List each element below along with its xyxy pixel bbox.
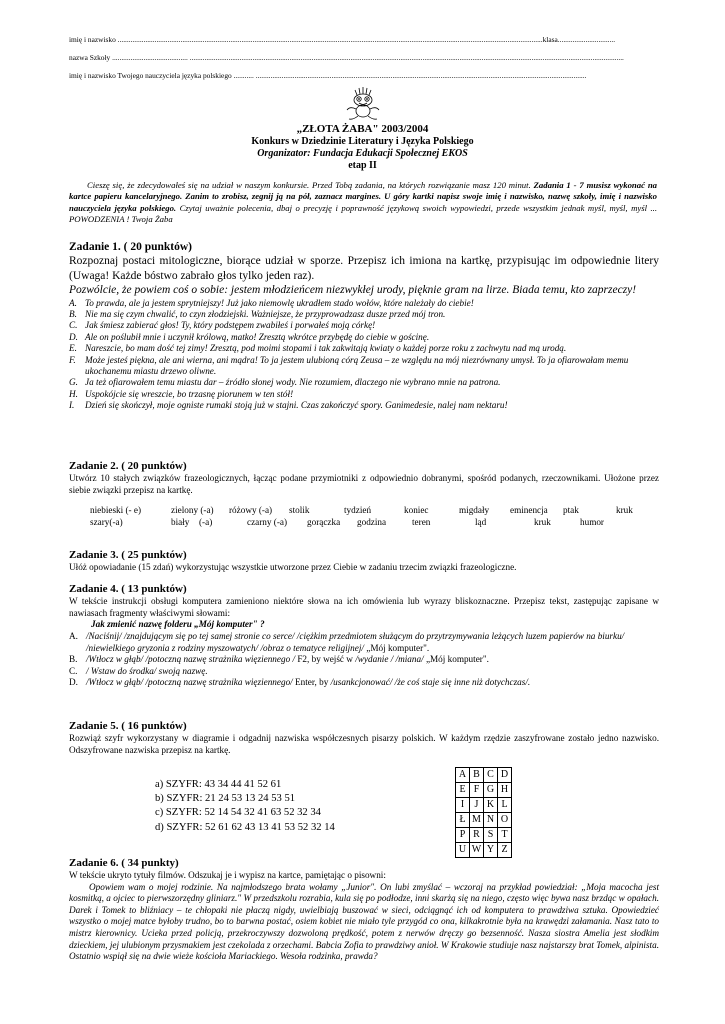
- task-6: [69, 857, 659, 963]
- word-item: szary(-a): [90, 517, 123, 528]
- option-text: Nie ma się czym chwalić, to czyn złodziejski. Ważniejsze, że przyprowadzasz dusze przed mój tron.: [85, 308, 446, 319]
- option-text: To prawda, ale ja jestem sprytniejszy! Już jako niemowlę ukradłem stado wołów, które należały do ciebie!: [85, 297, 474, 308]
- task-3: [69, 549, 659, 574]
- grid-cell: D: [498, 768, 512, 783]
- grid-cell: M: [470, 813, 484, 828]
- word-item: różowy (-a): [229, 505, 273, 516]
- option-text: Ja też ofiarowałem temu miastu dar – źródło słonej wody. Nie rozumiem, dlaczego nie wybrano mnie na patrona.: [85, 377, 501, 388]
- contest-subtitle: Konkurs w Dziedzinie Literatury i Języka Polskiego: [251, 136, 474, 147]
- task-4-option: [69, 631, 659, 654]
- teacher-name-line[interactable]: imię i nazwisko Twojego nauczyciela języka polskiego ........... ...................................................................................................................................................................................: [69, 71, 587, 80]
- word-item: humor: [580, 517, 604, 528]
- task-4-option: [69, 677, 659, 689]
- grid-cell: B: [470, 768, 484, 783]
- grid-cell: P: [456, 828, 470, 843]
- task-4-heading: Zadanie 4. ( 13 punktów): [69, 583, 187, 595]
- task-1-option: [69, 309, 659, 320]
- task-2-instruction: Utwórz 10 stałych związków frazeologicznych, łącząc podane przymiotniki z odpowiednio dobranymi, spośród podanych, rzeczownikami. Ułożone przez siebie związki przepisz na kartkę.: [69, 473, 659, 495]
- grid-row: [456, 828, 512, 843]
- task-4-option: [69, 666, 659, 678]
- task-5: [69, 720, 659, 756]
- cipher-list: [155, 778, 335, 835]
- word-item: niebieski (- e): [90, 505, 142, 516]
- student-name-line[interactable]: imię i nazwisko ......................................................................................................................................................................................................................................klasa...............................: [69, 35, 616, 44]
- grid-row: [456, 783, 512, 798]
- task-3-heading: Zadanie 3. ( 25 punktów): [69, 549, 187, 561]
- contest-title: „ZŁOTA ŻABA" 2003/2004: [296, 123, 429, 135]
- task-1-option: [69, 320, 659, 331]
- option-letter: A.: [69, 297, 77, 308]
- grid-cell: J: [470, 798, 484, 813]
- word-item: kruk: [616, 505, 633, 516]
- task-2-heading: Zadanie 2. ( 20 punktów): [69, 460, 187, 472]
- option-letter: B.: [69, 308, 77, 319]
- grid-cell: Y: [484, 843, 498, 858]
- word-item: koniec: [404, 505, 429, 516]
- task-5-heading: Zadanie 5. ( 16 punktów): [69, 720, 187, 732]
- cipher-line: d) SZYFR: 52 61 62 43 13 41 53 52 32 14: [155, 821, 335, 833]
- grid-cell: G: [484, 783, 498, 798]
- grid-cell: S: [484, 828, 498, 843]
- grid-cell: F: [470, 783, 484, 798]
- contest-stage: etap II: [348, 160, 377, 171]
- task-1-option: [69, 389, 659, 400]
- task-1-quote: Pozwólcie, że powiem coś o sobie: jestem młodzieńcem niezwykłej urody, pięknie gram na lirze. Biada temu, kto zaprzeczy!: [69, 284, 637, 296]
- task-1-options: [69, 298, 659, 412]
- grid-row: [456, 843, 512, 858]
- word-item: zielony (-a): [171, 505, 214, 516]
- option-letter: D.: [69, 331, 78, 342]
- grid-cell: N: [484, 813, 498, 828]
- option-letter: C.: [69, 665, 78, 676]
- option-letter: C.: [69, 320, 78, 331]
- option-text: Ale on poślubił mnie i uczynił królową, matko! Zresztą wkrótce przybędę do ciebie w gościnę.: [85, 331, 430, 342]
- word-item: biały: [171, 517, 190, 528]
- task-5-instruction: Rozwiąż szyfr wykorzystany w diagramie i odgadnij nazwiska współczesnych pisarzy polskich. W każdym rzędzie zaszyfrowane zostało jedno nazwisko. Odszyfrowane nazwiska przepisz na kartkę.: [69, 733, 659, 755]
- cipher-line: c) SZYFR: 52 14 54 32 41 63 52 32 34: [155, 807, 321, 819]
- task-1-instruction: Rozpoznaj postaci mitologiczne, biorące udział w sporze. Przepisz ich imiona na kartkę, przypisując im odpowiednie litery (Uwaga! Każde bóstwo zabrało głos tylko jeden raz).: [69, 255, 659, 282]
- grid-cell: W: [470, 843, 484, 858]
- task-4-options: [69, 631, 659, 689]
- grid-cell: K: [484, 798, 498, 813]
- word-item: (-a): [199, 517, 213, 528]
- task-4: [69, 583, 659, 689]
- grid-cell: I: [456, 798, 470, 813]
- intro-paragraph: Cieszę się, że zdecydowałeś się na udział w naszym konkursie. Przed Tobą zadania, na których rozwiązanie masz 120 minut. Zadania 1 - 7 musisz wykonać na kartce papieru kancelaryjnego. Zanim to zrobisz, zegnij ją na pół, zaznacz margines. U góry kartki napisz swoje imię i nazwisko, nazwę szkoły, imię i nazwisko nauczyciela języka polskiego. Czytaj uważnie polecenia, dbaj o precyzję i poprawność językową swoich wypowiedzi, przede wszystkim jednak myśl, myśl, myśl ... POWODZENIA ! Twoja Żaba: [69, 180, 657, 224]
- word-item: migdały: [459, 505, 490, 516]
- grid-cell: A: [456, 768, 470, 783]
- option-text: / Wstaw do środka/ swoją nazwę.: [86, 665, 208, 676]
- grid-cell: Z: [498, 843, 512, 858]
- word-item: teren: [412, 517, 431, 528]
- grid-cell: O: [498, 813, 512, 828]
- option-text: /Wtłocz w głąb/ /potoczną nazwę strażnika więziennego / F2, by wejść w /wydanie / /miana/ „Mój komputer".: [86, 654, 489, 665]
- word-item: godzina: [357, 517, 387, 528]
- word-item: stolik: [289, 505, 310, 516]
- word-item: ptak: [563, 505, 579, 516]
- task-3-instruction: Ułóż opowiadanie (15 zdań) wykorzystując wszystkie utworzone przez Ciebie w zadaniu trzecim związki frazeologiczne.: [69, 562, 517, 572]
- option-text: /Wtłocz w głąb/ /potoczną nazwę strażnika więziennego/ Enter, by /usankcjonować/ /że coś staje się inne niż dotychczas/.: [86, 677, 531, 688]
- cipher-grid: [455, 767, 512, 858]
- option-letter: E.: [69, 343, 77, 354]
- task-6-heading: Zadanie 6. ( 34 punkty): [69, 857, 179, 869]
- grid-cell: E: [456, 783, 470, 798]
- task-1-option: [69, 298, 659, 309]
- option-letter: F.: [69, 354, 76, 365]
- task-6-story: Opowiem wam o mojej rodzinie. Na najmłodszego brata wołamy „Junior". On lubi zmyślać – wczoraj na przykład powiedział: „Moja macocha jest kosmitką, a ojciec to pierwszorzędny gliniarz." W przedszkolu rozrabia, kula się po podłodze, inni skarżą się na niego, często więc bywa nasz brzdąc w opałach. Darek i Tomek to bliźniacy – te chłopaki nie płaczą nigdy, uwielbiają buszować w sieci, odciągnąć ich od komputera to prawdziwa sztuka. Opowiedzieć wszystko o mojej matce byłoby trudno, bo to barwna postać, osiem kobiet nie miało tyle przygód co ona, kilkakrotnie była na krawędzi załamania. Nasz tato to mistrz kierownicy. Ucieka przed policją, przekroczywszy dozwoloną prędkość, potem z nerwów dręczy go bezsenność. Nasza siostra Amelia jest słodkim dzieckiem, jej ulubionym przysmakiem jest czekolada z orzechami. Babcia Zofia to prawdziwy anioł. W Krakowie studiuje nasz najstarszy brat Tomek, alpinista. Ostatnio wspiął się na dwie wieże kościoła Mariackiego. Wesoła rodzinka, prawda?: [69, 881, 659, 962]
- option-letter: D.: [69, 677, 78, 688]
- grid-cell: C: [484, 768, 498, 783]
- grid-row: [456, 768, 512, 783]
- task-1-heading: Zadanie 1. ( 20 punktów): [69, 241, 193, 253]
- task-1-option: [69, 377, 659, 388]
- word-item: ląd: [475, 517, 487, 528]
- task-1-option: [69, 400, 659, 411]
- word-row-1: [69, 504, 659, 516]
- grid-cell: L: [498, 798, 512, 813]
- option-letter: A.: [69, 631, 78, 642]
- task-4-question: Jak zmienić nazwę folderu „Mój komputer" ?: [91, 619, 265, 630]
- word-row-2: [69, 516, 659, 528]
- grid-row: [456, 813, 512, 828]
- grid-cell: H: [498, 783, 512, 798]
- task-1-option: [69, 343, 659, 354]
- grid-cell: Ł: [456, 813, 470, 828]
- option-letter: B.: [69, 654, 78, 665]
- option-text: Uspokójcie się wreszcie, bo trzasnę piorunem w ten stół!: [85, 388, 294, 399]
- frog-logo-icon: [343, 86, 383, 122]
- option-letter: H.: [69, 388, 78, 399]
- grid-cell: T: [498, 828, 512, 843]
- option-text: /Naciśnij/ /znajdującym się po tej samej stronie co serce/ /ciężkim przedmiotem służącym do przytrzymywania leżących luzem papierów na biurku/ /niewielkiego gryzonia z rodziny myszowatych/ /obraz o tematyce religijnej/ „Mój komputer".: [86, 631, 625, 653]
- option-text: Może jesteś piękna, ale ani wierna, ani mądra! To ja jestem ulubioną córą Zeusa – ze względu na mój niezrównany umysł. To ja ofiarowałam memu ukochanemu miastu drzewo oliwne.: [85, 354, 629, 376]
- cipher-line: a) SZYFR: 43 34 44 41 52 61: [155, 779, 282, 790]
- option-text: Nareszcie, bo mam dość tej zimy! Zresztą, pod moimi stopami i tak zakwitają kwiaty o każdej porze roku z zachwytu nad mą urodą.: [85, 343, 567, 354]
- task-1: [69, 240, 659, 412]
- contest-organizer: Organizator: Fundacja Edukacji Społecznej EKOS: [257, 148, 468, 159]
- option-text: Dzień się skończył, moje ogniste rumaki stoją już w stajni. Czas zakończyć spory. Ganimedesie, nalej nam nektaru!: [85, 400, 508, 411]
- cipher-line: b) SZYFR: 21 24 53 13 24 53 51: [155, 793, 296, 805]
- grid-cell: U: [456, 843, 470, 858]
- school-name-line[interactable]: nazwa Szkoły ......................................... ...........................................................................................................................................................................................................................................: [69, 53, 624, 62]
- word-item: tydzień: [344, 505, 372, 516]
- word-item: czarny (-a): [247, 517, 288, 528]
- task-4-instruction: W tekście instrukcji obsługi komputera zamieniono niektóre słowa na ich omówienia lub wyrazy bliskoznaczne. Przepisz tekst, zastępując zapisane w nawiasach fragmenty właściwymi słowami:: [69, 596, 659, 618]
- option-letter: G.: [69, 377, 78, 388]
- grid-row: [456, 798, 512, 813]
- grid-cell: R: [470, 828, 484, 843]
- word-item: eminencja: [510, 505, 548, 516]
- option-letter: I.: [69, 400, 75, 411]
- word-item: gorączka: [307, 517, 341, 528]
- task-6-instruction: W tekście ukryto tytuły filmów. Odszukaj je i wypisz na kartce, pamiętając o pisowni:: [69, 870, 386, 880]
- task-1-option: [69, 332, 659, 343]
- task-4-option: [69, 654, 659, 666]
- word-item: kruk: [534, 517, 551, 528]
- task-1-option: [69, 355, 659, 378]
- option-text: Jak śmiesz zabierać głos! Ty, który podstępem zwabiłeś i porwałeś moją córkę!: [85, 320, 376, 331]
- task-2: [69, 460, 659, 528]
